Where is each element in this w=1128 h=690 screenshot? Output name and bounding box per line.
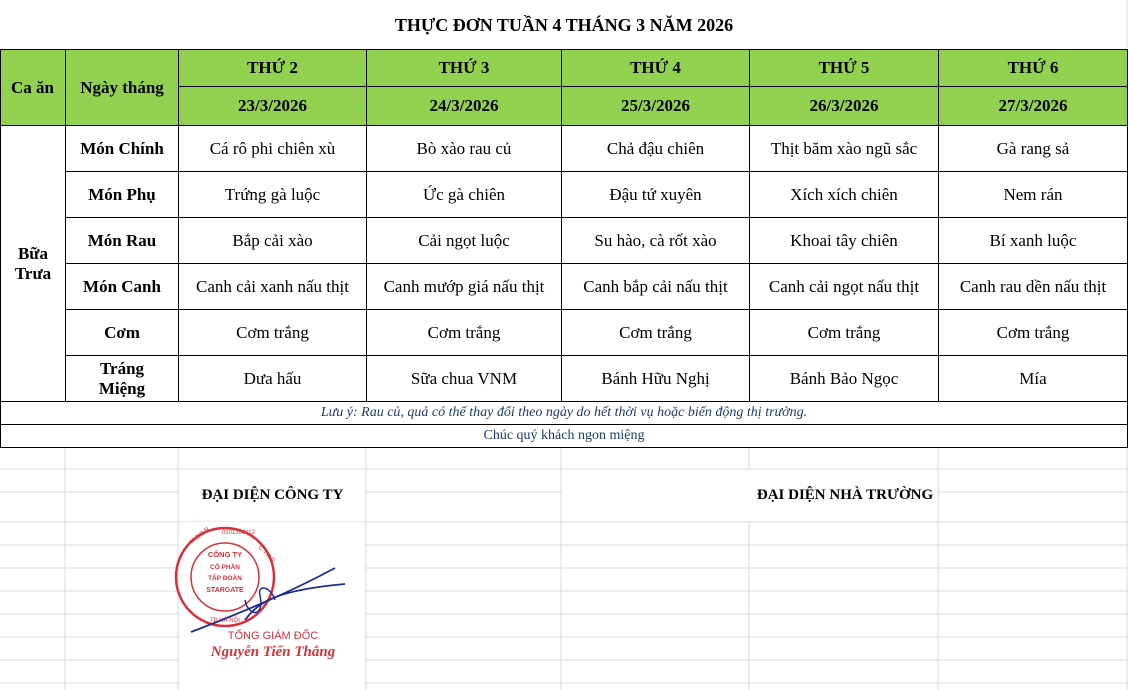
- company-rep-label: ĐẠI DIỆN CÔNG TY: [201, 487, 344, 503]
- menu-cell: Xích xích chiên: [790, 184, 898, 204]
- day-name-thu: THỨ 5: [818, 58, 870, 77]
- svg-text:C.T.C.P: C.T.C.P: [256, 545, 276, 565]
- svg-text:M.S.D.N: M.S.D.N: [189, 526, 211, 546]
- menu-cell: Gà rang sả: [996, 138, 1070, 158]
- menu-cell: Ức gà chiên: [422, 184, 506, 204]
- menu-cell: Cơm trắng: [807, 322, 881, 342]
- signer-title: TỔNG GIÁM ĐỐC: [227, 630, 319, 642]
- menu-cell: Bánh Hữu Nghị: [601, 368, 710, 388]
- menu-cell: Sữa chua VNM: [410, 368, 518, 388]
- menu-cell: Bánh Bảo Ngọc: [789, 368, 899, 388]
- day-name-wed: THỨ 4: [630, 58, 681, 77]
- menu-cell: Bắp cải xào: [232, 230, 313, 250]
- day-name-tue: THỨ 3: [438, 58, 490, 77]
- signer-name: Nguyễn Tiến Thắng: [210, 644, 336, 660]
- menu-cell: Trứng gà luộc: [224, 184, 321, 204]
- menu-cell: Cá rô phi chiên xù: [209, 138, 336, 158]
- day-name-fri: THỨ 6: [1007, 58, 1059, 77]
- meal-column-header: Ca ăn: [11, 77, 54, 97]
- menu-cell: Đậu tứ xuyên: [609, 184, 702, 204]
- day-date-thu: 26/3/2026: [809, 96, 879, 115]
- menu-cell: Cơm trắng: [427, 322, 501, 342]
- row-label-soup: Món Canh: [83, 276, 161, 296]
- day-date-wed: 25/3/2026: [621, 96, 690, 115]
- menu-cell: Canh mướp giá nấu thịt: [383, 276, 545, 296]
- day-date-mon: 23/3/2026: [238, 96, 307, 115]
- menu-cell: Cơm trắng: [996, 322, 1070, 342]
- note-text: Lưu ý: Rau củ, quả có thể thay đổi theo ngày do hết thời vụ hoặc biến động thị trường.: [320, 405, 808, 420]
- school-rep-label: ĐẠI DIỆN NHÀ TRƯỜNG: [756, 487, 934, 503]
- menu-cell: Bí xanh luộc: [989, 230, 1077, 250]
- menu-cell: Chả đậu chiên: [606, 138, 705, 158]
- page-title: THỰC ĐƠN TUẦN 4 THÁNG 3 NĂM 2026: [394, 14, 734, 35]
- svg-text:CỔ PHẦN: CỔ PHẦN: [210, 564, 240, 571]
- menu-cell: Cơm trắng: [619, 322, 692, 342]
- svg-text:TẬP ĐOÀN: TẬP ĐOÀN: [208, 575, 242, 582]
- menu-cell: Cơm trắng: [236, 322, 309, 342]
- menu-cell: Canh cải xanh nấu thịt: [196, 276, 349, 296]
- signature-mark: [185, 560, 365, 640]
- date-column-header: Ngày tháng: [80, 77, 164, 97]
- row-label-dessert: Tráng Miệng: [98, 358, 146, 398]
- menu-cell: Bò xào rau củ: [416, 138, 512, 158]
- menu-cell: Khoai tây chiên: [790, 230, 898, 250]
- day-name-mon: THỨ 2: [247, 58, 298, 77]
- menu-cell: Thịt băm xào ngũ sắc: [770, 138, 918, 158]
- menu-cell: Nem rán: [1003, 184, 1063, 204]
- svg-text:TP HÀ NỘI: TP HÀ NỘI: [210, 618, 240, 624]
- row-label-side-dish: Món Phụ: [88, 184, 156, 204]
- day-date-fri: 27/3/2026: [998, 96, 1068, 115]
- menu-cell: Su hào, cà rốt xào: [594, 230, 717, 250]
- meal-label: Bữa Trưa: [14, 243, 52, 283]
- svg-text:0101358112: 0101358112: [222, 530, 255, 536]
- wish-text: Chúc quý khách ngon miệng: [483, 428, 645, 443]
- svg-text:STARGATE: STARGATE: [206, 587, 244, 594]
- menu-cell: Canh rau dền nấu thịt: [959, 276, 1107, 296]
- svg-text:CÔNG TY: CÔNG TY: [207, 550, 243, 559]
- menu-cell: Canh cải ngọt nấu thịt: [768, 276, 920, 296]
- row-label-vegetable: Món Rau: [87, 230, 157, 250]
- day-date-tue: 24/3/2026: [429, 96, 499, 115]
- menu-cell: Canh bắp cải nấu thịt: [583, 276, 728, 296]
- menu-cell: Mía: [1019, 368, 1047, 388]
- menu-cell: Cải ngọt luộc: [418, 230, 510, 250]
- row-label-main-dish: Món Chính: [80, 138, 164, 158]
- menu-cell: Dưa hấu: [243, 368, 302, 388]
- row-label-rice: Cơm: [104, 322, 140, 342]
